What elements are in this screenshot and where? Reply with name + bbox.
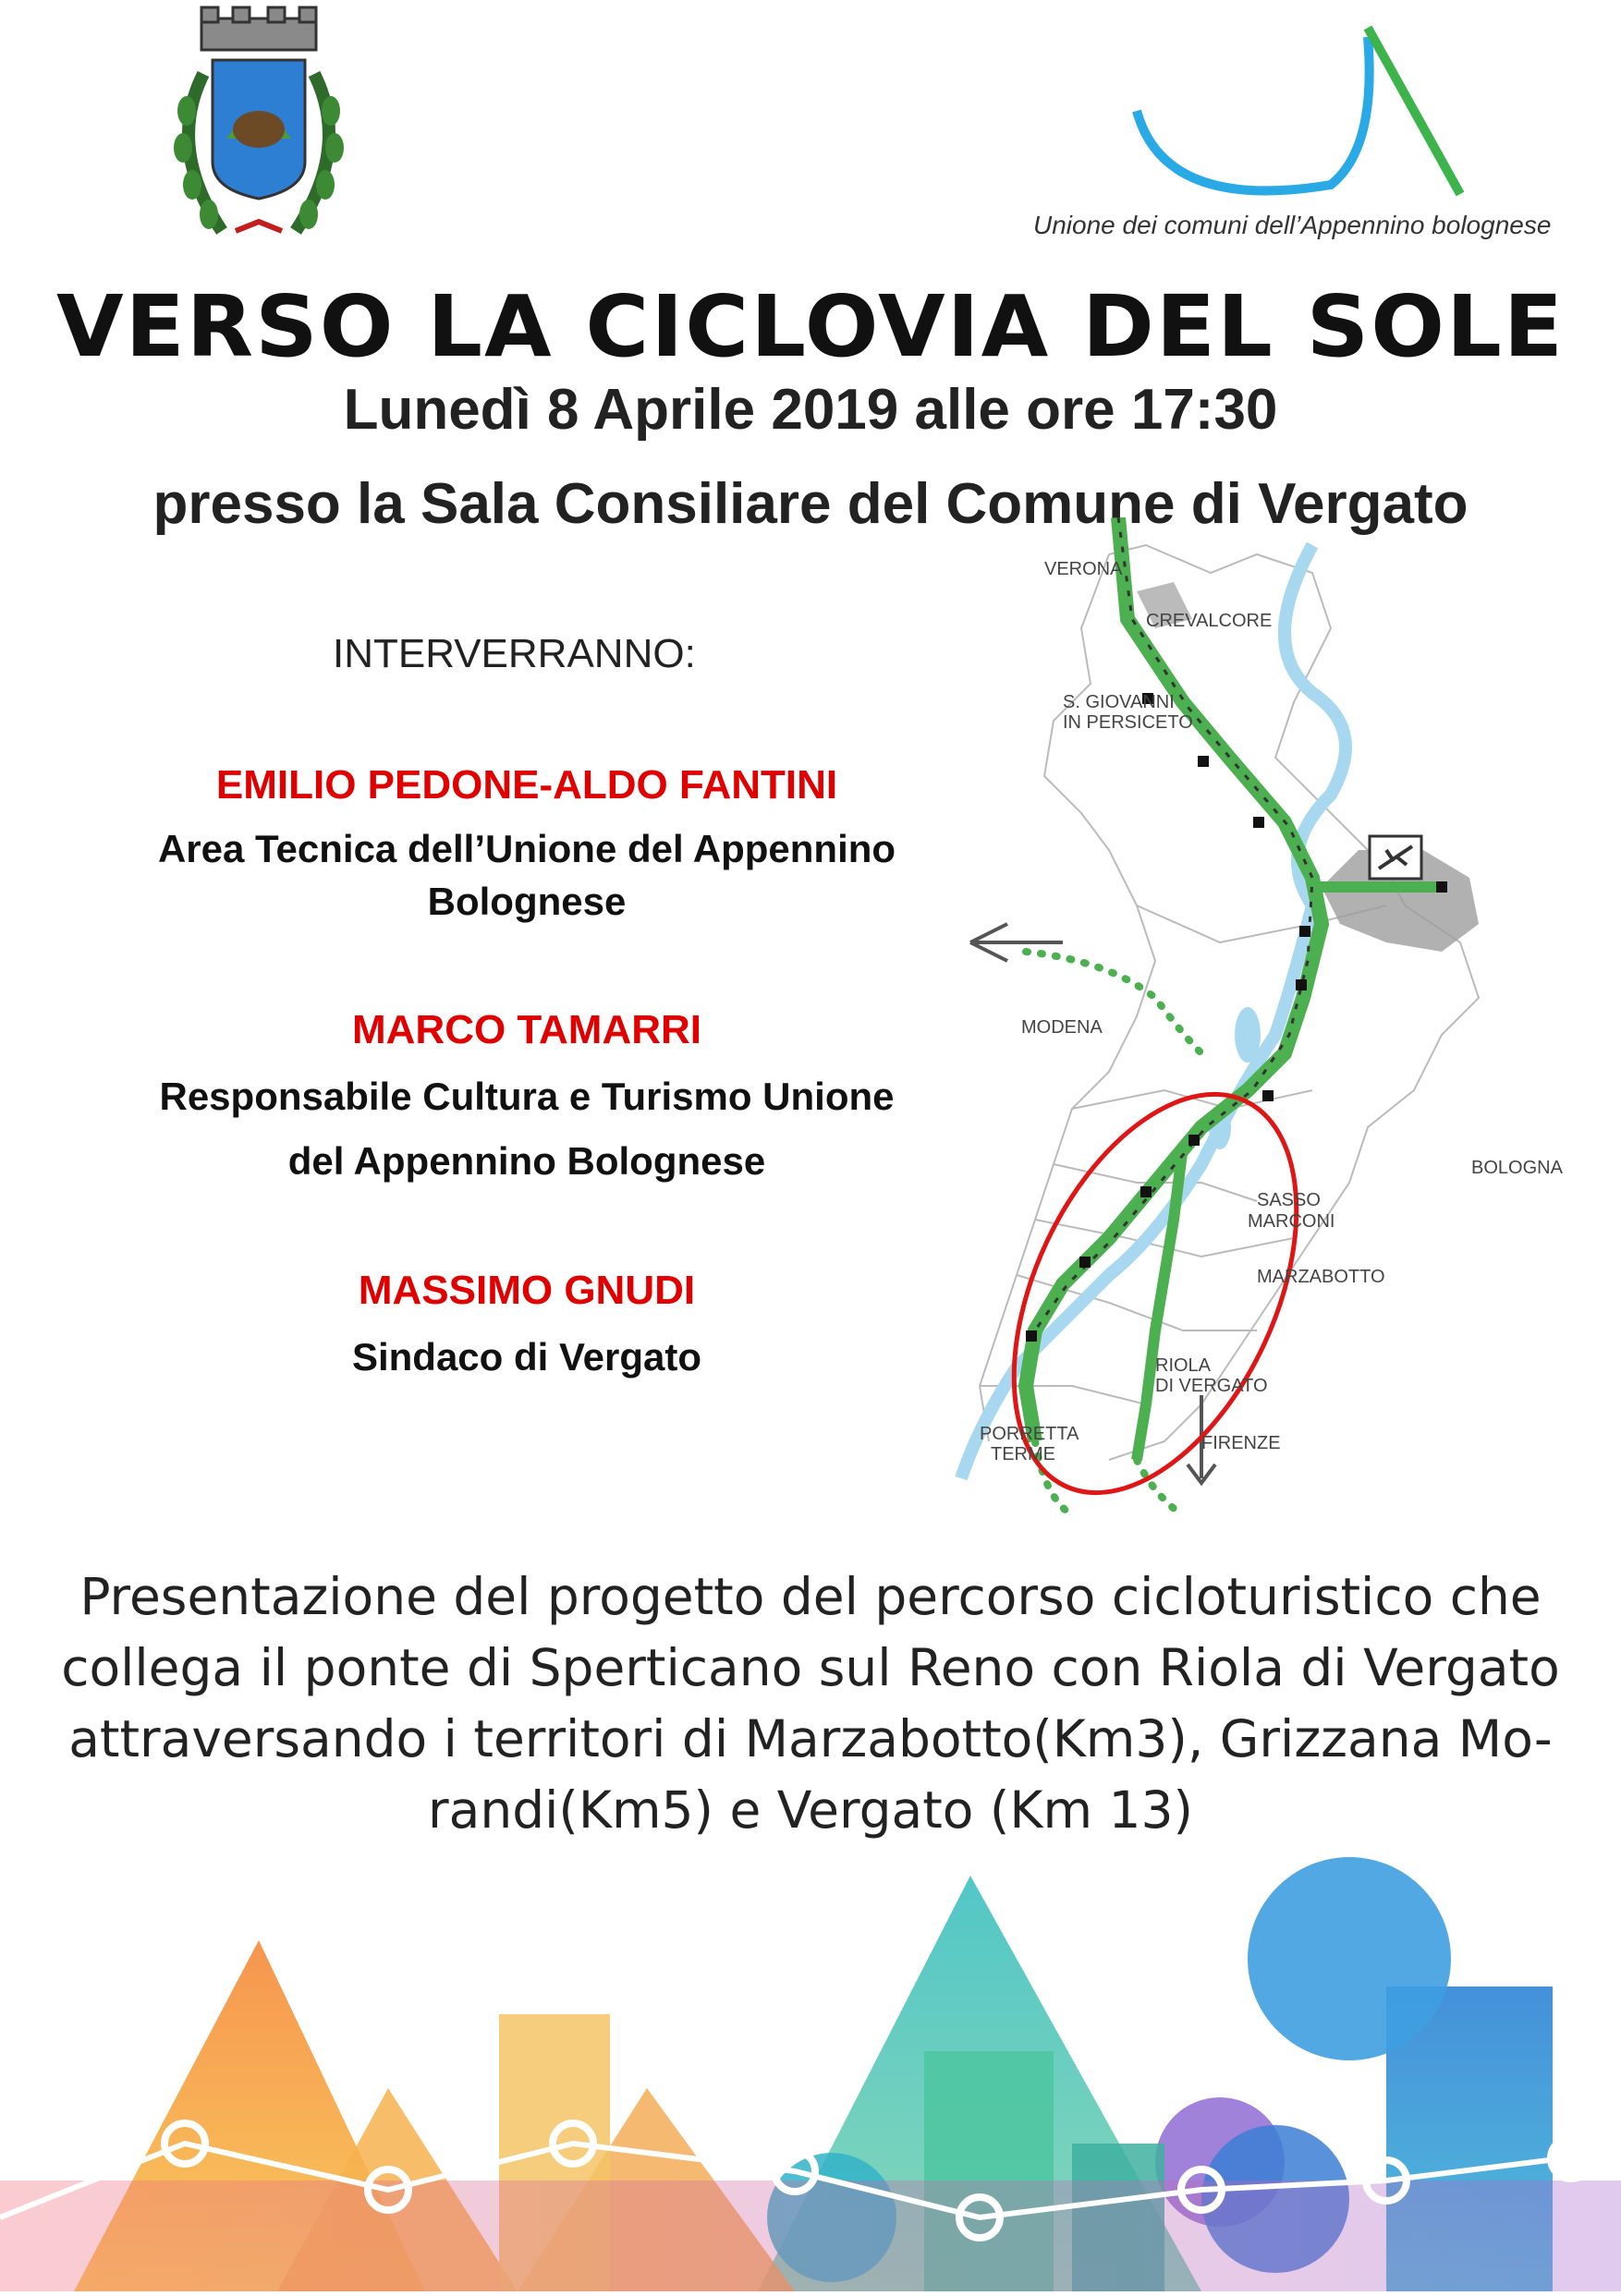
map-label: TERME [991, 1444, 1055, 1464]
description-line: collega il ponte di Sperticano sul Reno con Riola di Vergato [61, 1638, 1560, 1697]
footer-landscape-illustration [0, 1755, 1621, 2296]
cycle-route-map [924, 517, 1571, 1538]
speaker-role: Bolognese [427, 880, 627, 923]
map-label: MARZABOTTO [1257, 1267, 1385, 1287]
description-line: Presentazione del progetto del percorso cicloturistico che [79, 1567, 1542, 1626]
map-label: MARCONI [1248, 1211, 1335, 1232]
coat-of-arms-logo [148, 0, 370, 282]
map-label: RIOLA [1155, 1355, 1212, 1376]
speaker-name: EMILIO PEDONE-ALDO FANTINI [215, 762, 838, 808]
map-label: FIRENZE [1201, 1433, 1281, 1453]
map-label: PORRETTA [980, 1424, 1079, 1444]
map-label: DI VERGATO [1155, 1376, 1268, 1396]
description-line: attraversando i territori di Marzabotto(Km3), Grizzana Mo- [68, 1709, 1553, 1768]
speaker-name: MARCO TAMARRI [351, 1007, 702, 1052]
page-title: VERSO LA CICLOVIA DEL SOLE [55, 277, 1566, 376]
map-label: VERONA [1044, 559, 1123, 579]
map-label: S. GIOVANNI [1063, 692, 1175, 712]
speaker-role: del Appennino Bolognese [287, 1139, 766, 1183]
speaker-role: Responsabile Cultura e Turismo Unione [159, 1075, 895, 1118]
union-logo [1026, 0, 1580, 217]
speaker-name: MASSIMO GNUDI [358, 1268, 696, 1313]
speaker-role: Area Tecnica dell’Unione del Appennino [157, 827, 896, 870]
map-label: BOLOGNA [1471, 1158, 1563, 1178]
map-label: SASSO [1257, 1190, 1321, 1210]
description-line: randi(Km5) e Vergato (Km 13) [428, 1780, 1193, 1840]
event-date: Lunedì 8 Aprile 2019 alle ore 17:30 [343, 378, 1278, 442]
map-label: CREVALCORE [1146, 611, 1273, 631]
event-venue: presso la Sala Consiliare del Comune di Vergato [152, 472, 1469, 536]
speaker-role: Sindaco di Vergato [351, 1335, 702, 1379]
speakers-intro: INTERVERRANNO: [333, 631, 696, 676]
map-label: IN PERSICETO [1063, 712, 1193, 733]
union-logo-caption: Unione dei comuni dell’Appennino bolognese [1033, 211, 1552, 239]
map-label: MODENA [1021, 1017, 1103, 1038]
